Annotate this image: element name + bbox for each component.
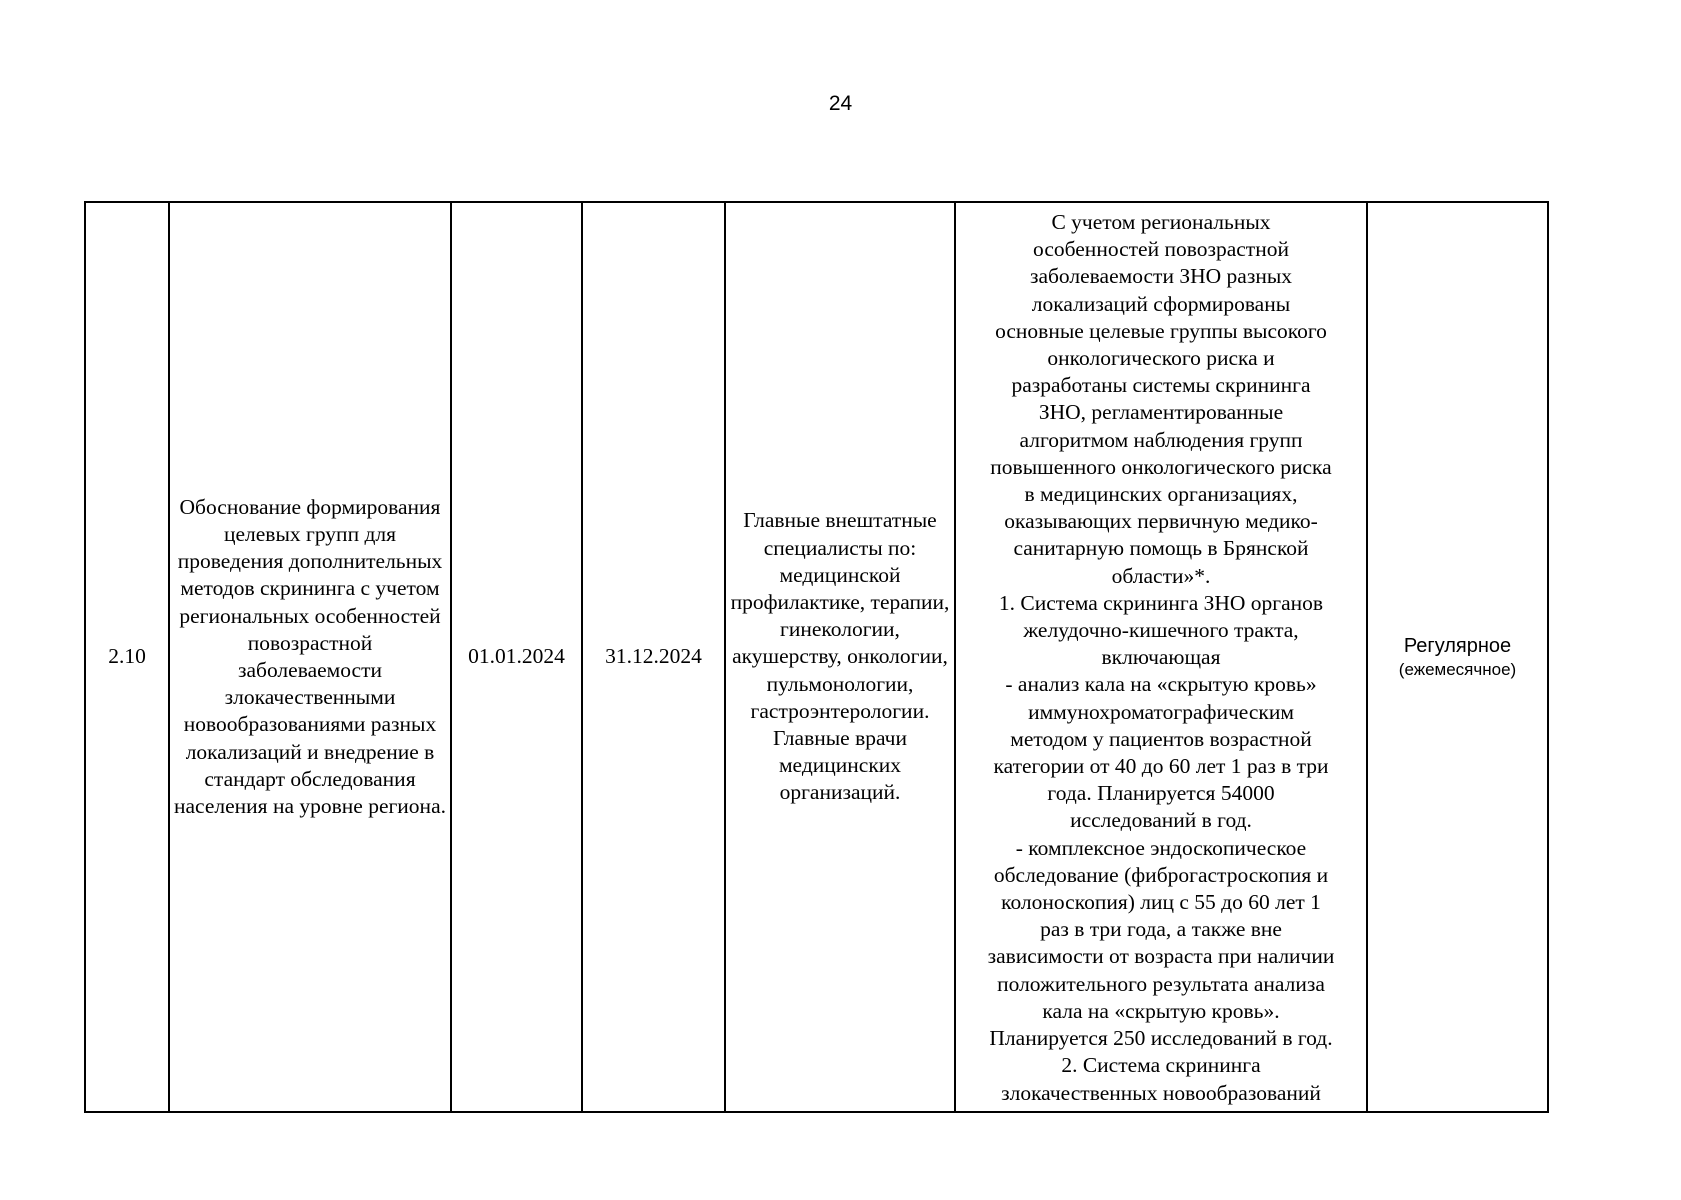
start-date: 01.01.2024 xyxy=(468,644,565,669)
description-line: С учетом региональных xyxy=(1051,210,1271,234)
table-row xyxy=(85,202,1548,1112)
activity-cell xyxy=(169,202,451,1112)
description-line: года. Планируется 54000 xyxy=(1047,781,1275,806)
description-line: алгоритмом наблюдения групп xyxy=(1019,427,1303,452)
description-line: иммунохроматографическим xyxy=(1028,699,1294,724)
description-line: ЗНО, регламентированные xyxy=(1038,400,1284,425)
description-line: 1. Система скрининга ЗНО органов xyxy=(998,590,1324,615)
description-line: кала на «скрытую кровь». xyxy=(1042,998,1280,1023)
periodicity-cell xyxy=(1367,202,1548,1112)
description-line: - комплексное эндоскопическое xyxy=(1015,835,1307,860)
page-number: 24 xyxy=(828,92,853,115)
activity-text: Обоснование формирования целевых групп для проведения дополнительных методов скрининга с учетом региональных особенностей повозрастной заболеваемости злокачественными новообразованиями разных локализаций и внедрение в стандарт обследования населения на уровне региона. xyxy=(174,494,446,819)
description-line: заболеваемости ЗНО разных xyxy=(1029,264,1293,289)
description-line: включающая xyxy=(1101,645,1221,670)
responsible-text: Главные внештатные специалисты по: медицинской профилактике, терапии, гинекологии, акушерству, онкологии, пульмонологии, гастроэнтерологии. Главные врачи медицинских организаций. xyxy=(730,508,950,805)
description-line: желудочно-кишечного тракта, xyxy=(1023,618,1299,643)
description-line: категории от 40 до 60 лет 1 раз в три xyxy=(993,754,1329,779)
description-line: повышенного онкологического риска xyxy=(990,454,1332,479)
description-line: особенностей повозрастной xyxy=(1033,237,1289,262)
description-line: онкологического риска и xyxy=(1047,346,1275,371)
description-line: санитарную помощь в Брянской xyxy=(1013,536,1309,561)
description-line: исследований в год. xyxy=(1070,808,1252,833)
periodicity: Регулярное xyxy=(1403,635,1512,657)
description-line: раз в три года, а также вне xyxy=(1040,917,1282,942)
description-line: злокачественных новообразований xyxy=(1001,1080,1321,1105)
description-line: оказывающих первичную медико- xyxy=(1004,509,1318,534)
description-line: положительного результата анализа xyxy=(997,971,1325,996)
end-date: 31.12.2024 xyxy=(605,644,702,669)
periodicity-detail: (ежемесячное) xyxy=(1398,660,1517,679)
description-line: 2. Система скрининга xyxy=(1061,1053,1261,1078)
description-line: в медицинских организациях, xyxy=(1024,482,1298,507)
description-line: обследование (фиброгастроскопия и xyxy=(993,862,1329,887)
description-cell xyxy=(955,202,1367,1112)
description-text xyxy=(956,209,1366,1107)
description-line: локализаций сформированы xyxy=(1031,291,1291,316)
description-line: методом у пациентов возрастной xyxy=(1010,726,1312,751)
plan-table xyxy=(84,201,1549,1113)
description-line: - анализ кала на «скрытую кровь» xyxy=(1005,672,1317,697)
description-line: разработаны системы скрининга xyxy=(1011,373,1311,398)
description-line: области»*. xyxy=(1111,563,1211,588)
row-index-cell xyxy=(85,202,169,1112)
responsible-cell xyxy=(725,202,955,1112)
description-line: зависимости от возраста при наличии xyxy=(987,944,1335,969)
start-date-cell xyxy=(451,202,582,1112)
description-line: Планируется 250 исследований в год. xyxy=(989,1026,1333,1051)
description-line: колоноскопия) лиц с 55 до 60 лет 1 xyxy=(1001,890,1321,915)
row-index: 2.10 xyxy=(108,644,146,669)
description-line: основные целевые группы высокого xyxy=(995,318,1327,343)
end-date-cell xyxy=(582,202,725,1112)
